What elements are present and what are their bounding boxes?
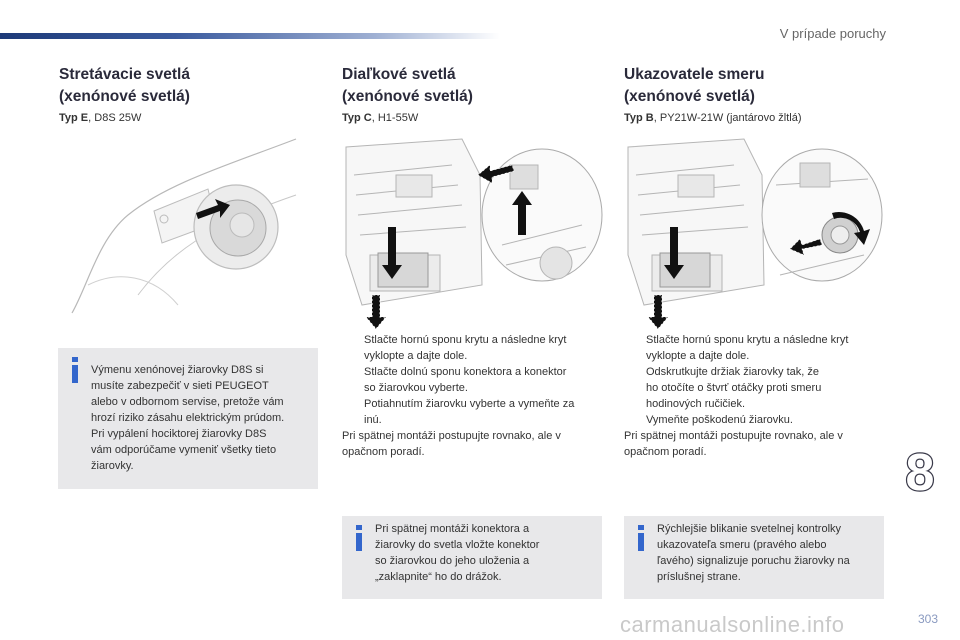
info-line: ľavého) signalizuje poruchu žiarovky na (657, 555, 850, 567)
bulb-type-label: Typ C (342, 112, 372, 124)
info-line: alebo v odbornom servise, pretože vám (91, 396, 284, 408)
bulb-type-value: , PY21W-21W (jantárovo žltlá) (653, 112, 802, 124)
info-line: vám odporúčame vymeniť všetky tieto (91, 444, 277, 456)
chapter-number-badge (898, 446, 942, 496)
section-title-line2: (xenónové svetlá) (342, 88, 473, 105)
info-icon (68, 357, 82, 383)
page-number: 303 (917, 612, 938, 626)
info-icon (352, 525, 366, 551)
section-title-line1: Diaľkové svetlá (342, 66, 456, 83)
step-line: hodinových ručičiek. (646, 398, 746, 410)
step-line: Stlačte hornú sponu krytu a následne kryt (646, 334, 849, 346)
section-title-line1: Ukazovatele smeru (624, 66, 765, 83)
info-line: ukazovateľa smeru (pravého alebo (657, 539, 827, 551)
note-line: Pri spätnej montáži postupujte rovnako, ale v (624, 430, 843, 442)
bulb-type-turn-signal (624, 112, 802, 124)
high-beam-steps (342, 332, 612, 460)
step-line: Potiahnutím žiarovku vyberte a vymeňte za (364, 398, 575, 410)
step-line: so žiarovkou vyberte. (364, 382, 468, 394)
info-line: Pri spätnej montáži konektora a (375, 523, 530, 535)
step-line: Stlačte hornú sponu krytu a následne kryt (364, 334, 567, 346)
bulb-type-value: , D8S 25W (88, 112, 142, 124)
info-text (91, 362, 284, 474)
info-line: hrozí riziko zásahu elektrickým prúdom. (91, 412, 285, 424)
page-header-title: V prípade poruchy (779, 26, 886, 41)
info-box-connector-note (342, 516, 602, 599)
bulb-type-low-beam (59, 112, 141, 124)
low-beam-illustration (58, 135, 310, 330)
info-text (657, 521, 850, 585)
step-item (624, 364, 894, 412)
step-item (342, 332, 612, 364)
info-text (375, 521, 539, 585)
step-note (624, 428, 894, 460)
info-line: žiarovky do svetla vložte konektor (375, 539, 540, 551)
step-line: vyklopte a dajte dole. (646, 350, 750, 362)
section-title-turn-signal (624, 64, 764, 108)
step-line: ho otočíte o štvrť otáčky proti smeru (646, 382, 822, 394)
note-line: Pri spätnej montáži postupujte rovnako, ale v (342, 430, 561, 442)
info-line: Pri vypálení hociktorej žiarovky D8S (91, 428, 267, 440)
header-gradient-bar (0, 33, 500, 39)
step-item (342, 364, 612, 396)
section-title-low-beam (59, 64, 190, 108)
bulb-type-label: Typ B (624, 112, 654, 124)
turn-signal-steps (624, 332, 894, 460)
step-line: inú. (364, 414, 382, 426)
info-line: žiarovky. (91, 460, 134, 472)
high-beam-illustration (342, 135, 604, 330)
note-line: opačnom poradí. (624, 446, 707, 458)
info-box-blink-note (624, 516, 884, 599)
step-line: Vymeňte poškodenú žiarovku. (646, 414, 793, 426)
section-title-line1: Stretávacie svetlá (59, 66, 190, 83)
info-line: Výmenu xenónovej žiarovky D8S si (91, 364, 264, 376)
step-line: Stlačte dolnú sponu konektora a konektor (364, 366, 567, 378)
info-line: Rýchlejšie blikanie svetelnej kontrolky (657, 523, 842, 535)
step-line: vyklopte a dajte dole. (364, 350, 468, 362)
bulb-type-value: , H1-55W (371, 112, 419, 124)
turn-signal-illustration (624, 135, 886, 330)
info-line: so žiarovkou do jeho uloženia a (375, 555, 530, 567)
chapter-number: 8 (905, 446, 935, 496)
step-item (624, 332, 894, 364)
info-box-xenon-warning (58, 348, 318, 489)
watermark-text: carmanualsonline.info (620, 612, 845, 637)
bulb-type-high-beam (342, 112, 418, 124)
section-title-line2: (xenónové svetlá) (59, 88, 190, 105)
info-line: „zaklapnite“ ho do drážok. (375, 571, 502, 583)
info-line: príslušnej strane. (657, 571, 741, 583)
step-item (624, 412, 894, 428)
section-title-high-beam (342, 64, 473, 108)
section-title-line2: (xenónové svetlá) (624, 88, 755, 105)
info-icon (634, 525, 648, 551)
bulb-type-label: Typ E (59, 112, 89, 124)
step-note (342, 428, 612, 460)
note-line: opačnom poradí. (342, 446, 425, 458)
info-line: musíte zabezpečiť v sieti PEUGEOT (91, 380, 269, 392)
step-item (342, 396, 612, 428)
step-line: Odskrutkujte držiak žiarovky tak, že (646, 366, 820, 378)
